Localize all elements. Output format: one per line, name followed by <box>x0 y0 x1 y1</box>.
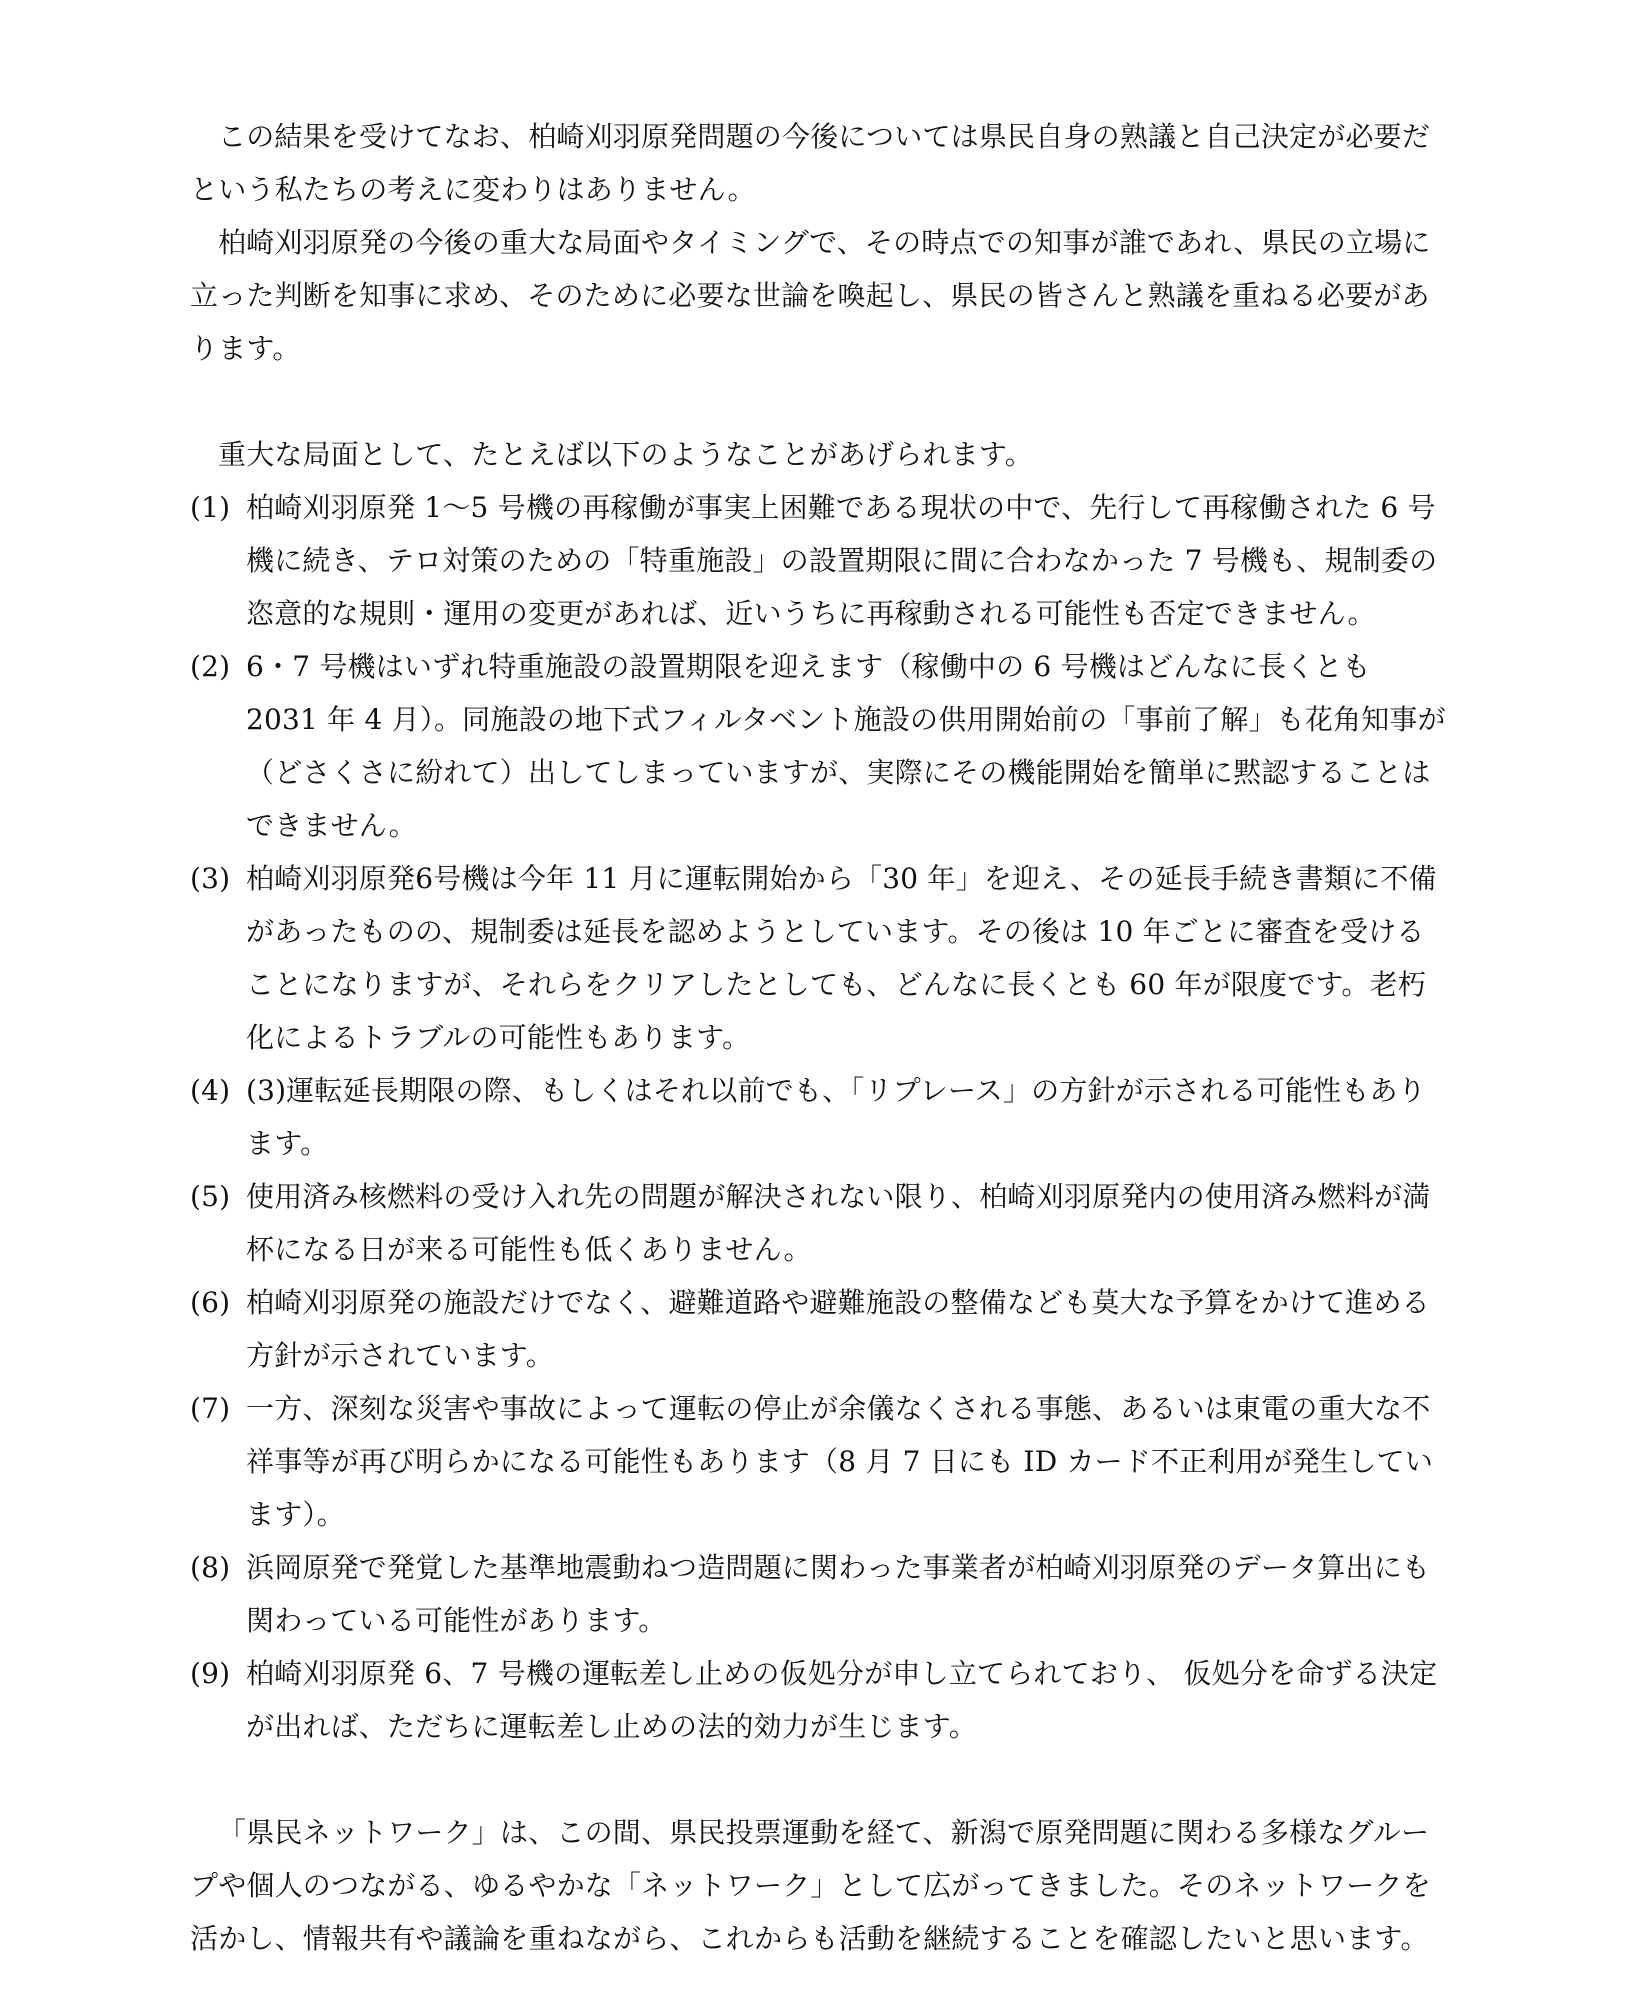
list-item <box>190 1647 1450 1753</box>
section-gap <box>190 375 1450 428</box>
intro-paragraph-1: この結果を受けてなお、柏崎刈羽原発問題の今後については県民自身の熟議と自己決定が必要だという私たちの考えに変わりはありません。 <box>190 120 1431 206</box>
list-item-number: (3) <box>190 862 231 895</box>
critical-phase-list <box>190 481 1450 1753</box>
list-item-text: 浜岡原発で発覚した基準地震動ねつ造問題に関わった事業者が柏崎刈羽原発のデータ算出にも関わっている可能性があります。 <box>246 1551 1431 1637</box>
list-item-number: (8) <box>190 1551 231 1584</box>
section-gap <box>190 1753 1450 1806</box>
list-item-text: 柏崎刈羽原発の施設だけでなく、避難道路や避難施設の整備なども莫大な予算をかけて進める方針が示されています。 <box>246 1286 1430 1372</box>
list-item-number: (5) <box>190 1180 231 1213</box>
list-item <box>190 1064 1450 1170</box>
list-item-number: (1) <box>190 491 231 524</box>
list-item <box>190 481 1450 640</box>
list-item <box>190 852 1450 1064</box>
list-item <box>190 1276 1450 1382</box>
document-body <box>190 110 1450 1965</box>
list-item <box>190 1541 1450 1647</box>
list-item-number: (9) <box>190 1657 231 1690</box>
closing-paragraph: 「県民ネットワーク」は、この間、県民投票運動を経て、新潟で原発問題に関わる多様なグループや個人のつながる、ゆるやかな「ネットワーク」として広がってきました。そのネットワークを活かし、情報共有や議論を重ねながら、これからも活動を継続することを確認したいと思います。 <box>190 1816 1431 1955</box>
list-item <box>190 1170 1450 1276</box>
list-intro: 重大な局面として、たとえば以下のようなことがあげられます。 <box>218 438 1034 471</box>
list-item <box>190 1382 1450 1541</box>
list-item-number: (6) <box>190 1286 231 1319</box>
list-item-text: 柏崎刈羽原発 1〜5 号機の再稼働が事実上困難である現状の中で、先行して再稼働された 6 号機に続き、テロ対策のための「特重施設」の設置期限に間に合わなかった 7 号機も、規制委の恣意的な規則・運用の変更があれば、近いうちに再稼動される可能性も否定できません。 <box>246 491 1438 630</box>
list-item-text: 柏崎刈羽原発 6、7 号機の運転差し止めの仮処分が申し立てられており、 仮処分を命ずる決定が出れば、ただちに運転差し止めの法的効力が生じます。 <box>246 1657 1438 1743</box>
intro-paragraph-2: 柏崎刈羽原発の今後の重大な局面やタイミングで、その時点での知事が誰であれ、県民の立場に立った判断を知事に求め、そのために必要な世論を喚起し、県民の皆さんと熟議を重ねる必要があります。 <box>190 226 1431 365</box>
list-item-text: 柏崎刈羽原発6号機は今年 11 月に運転開始から「30 年」を迎え、その延長手続き書類に不備があったものの、規制委は延長を認めようとしています。その後は 10 年ごとに審査を受けることになりますが、それらをクリアしたとしても、どんなに長くとも 60 年が限度です。老朽化によるトラブルの可能性もあります。 <box>246 862 1437 1054</box>
list-item-number: (2) <box>190 650 231 683</box>
list-item-text: (3)運転延長期限の際、もしくはそれ以前でも、「リプレース」の方針が示される可能性もあります。 <box>246 1074 1426 1160</box>
list-item-text: 6・7 号機はいずれ特重施設の設置期限を迎えます（稼働中の 6 号機はどんなに長くとも 2031 年 4 月）。同施設の地下式フィルタベント施設の供用開始前の「事前了解」も花角知事が（どさくさに紛れて）出してしまっていますが、実際にその機能開始を簡単に黙認することはできません。 <box>246 650 1446 842</box>
list-item-text: 一方、深刻な災害や事故によって運転の停止が余儀なくされる事態、あるいは東電の重大な不祥事等が再び明らかになる可能性もあります（8 月 7 日にも ID カード不正利用が発生しています）。 <box>246 1392 1434 1531</box>
list-item-text: 使用済み核燃料の受け入れ先の問題が解決されない限り、柏崎刈羽原発内の使用済み燃料が満杯になる日が来る可能性も低くありません。 <box>246 1180 1431 1266</box>
list-item <box>190 640 1450 852</box>
list-item-number: (7) <box>190 1392 231 1425</box>
list-item-number: (4) <box>190 1074 231 1107</box>
